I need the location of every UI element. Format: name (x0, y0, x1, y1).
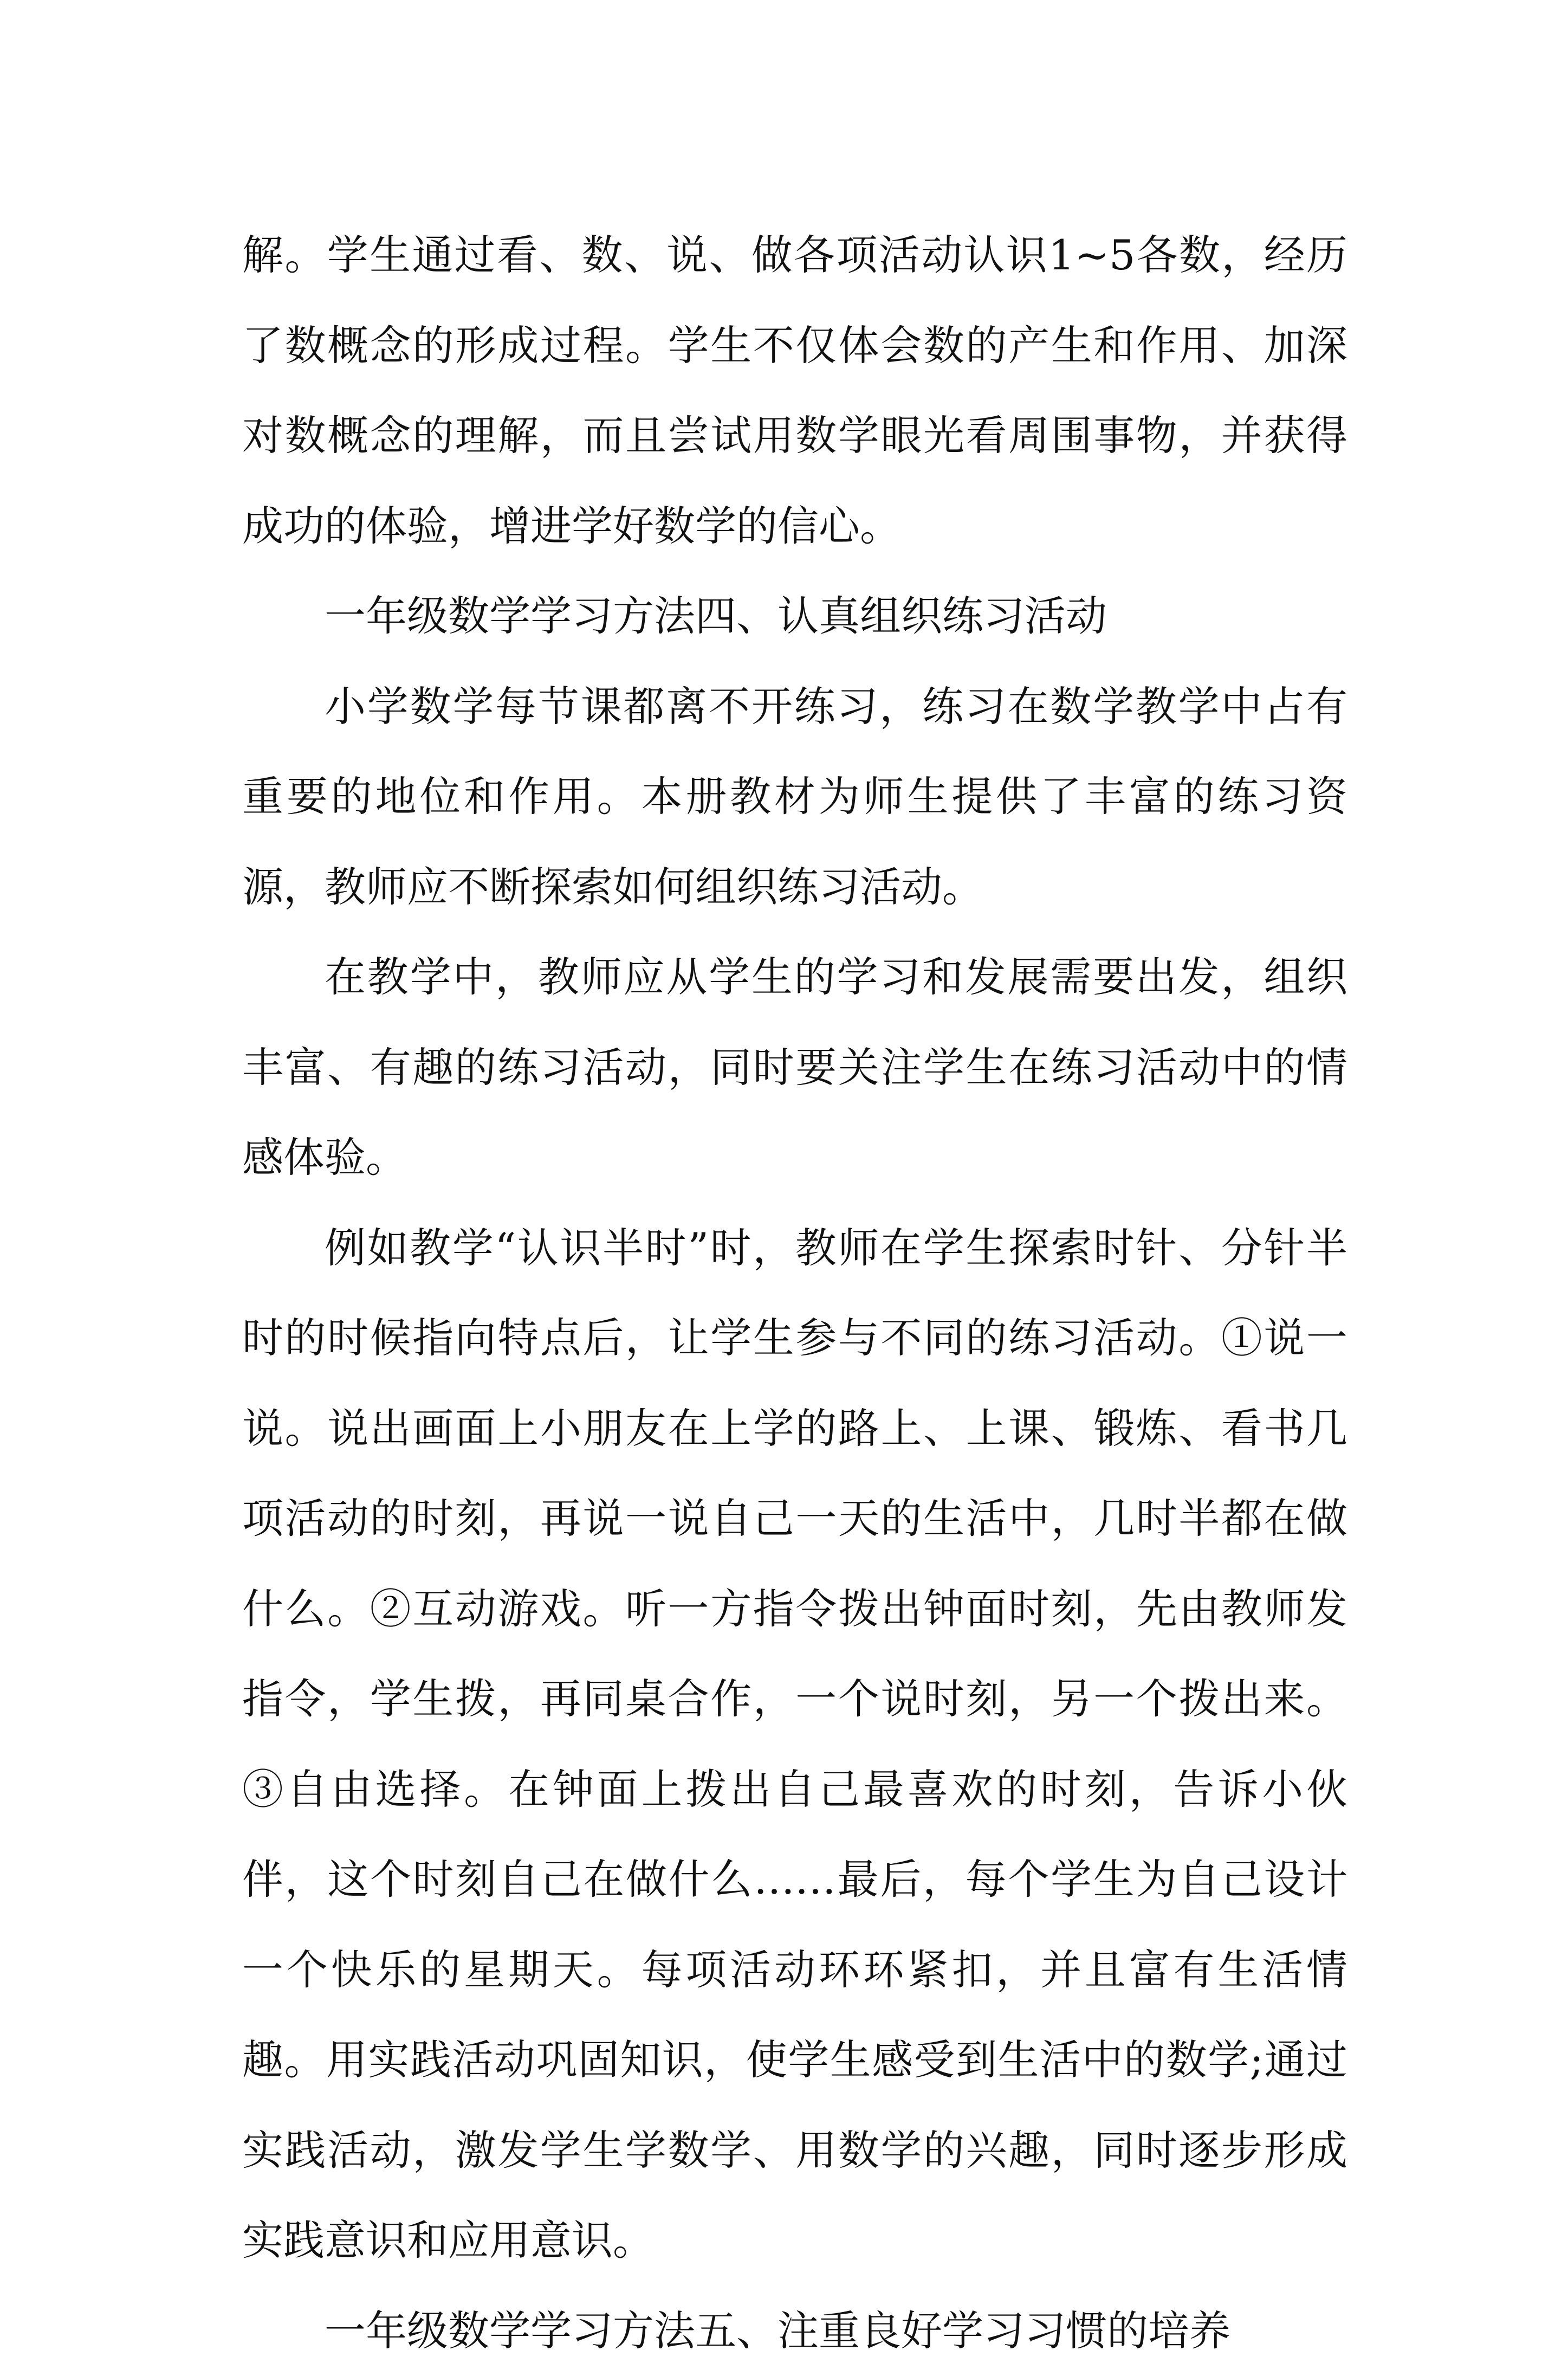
paragraph-teaching-practice: 在教学中，教师应从学生的学习和发展需要出发，组织丰富、有趣的练习活动，同时要关注学生在练习活动中的情感体验。 (242, 932, 1347, 1203)
document-body (242, 210, 1347, 2376)
section-heading-method-four: 一年级数学学习方法四、认真组织练习活动 (242, 571, 1347, 662)
paragraph-practice-importance: 小学数学每节课都离不开练习，练习在数学教学中占有重要的地位和作用。本册教材为师生提供了丰富的练习资源，教师应不断探索如何组织练习活动。 (242, 662, 1347, 933)
paragraph-half-hour-example: 例如教学“认识半时”时，教师在学生探索时针、分针半时的时候指向特点后，让学生参与不同的练习活动。①说一说。说出画面上小朋友在上学的路上、上课、锻炼、看书几项活动的时刻，再说一说自己一天的生活中，几时半都在做什么。②互动游戏。听一方指令拨出钟面时刻，先由教师发指令，学生拨，再同桌合作，一个说时刻，另一个拨出来。③自由选择。在钟面上拨出自己最喜欢的时刻，告诉小伙伴，这个时刻自己在做什么……最后，每个学生为自己设计一个快乐的星期天。每项活动环环紧扣，并且富有生活情趣。用实践活动巩固知识，使学生感受到生活中的数学;通过实践活动，激发学生学数学、用数学的兴趣，同时逐步形成实践意识和应用意识。 (242, 1203, 1347, 2286)
paragraph-continuation: 解。学生通过看、数、说、做各项活动认识1~5各数，经历了数概念的形成过程。学生不仅体会数的产生和作用、加深对数概念的理解，而且尝试用数学眼光看周围事物，并获得成功的体验，增进学好数学的信心。 (242, 210, 1347, 571)
section-heading-method-five: 一年级数学学习方法五、注重良好学习习惯的培养 (242, 2286, 1347, 2376)
